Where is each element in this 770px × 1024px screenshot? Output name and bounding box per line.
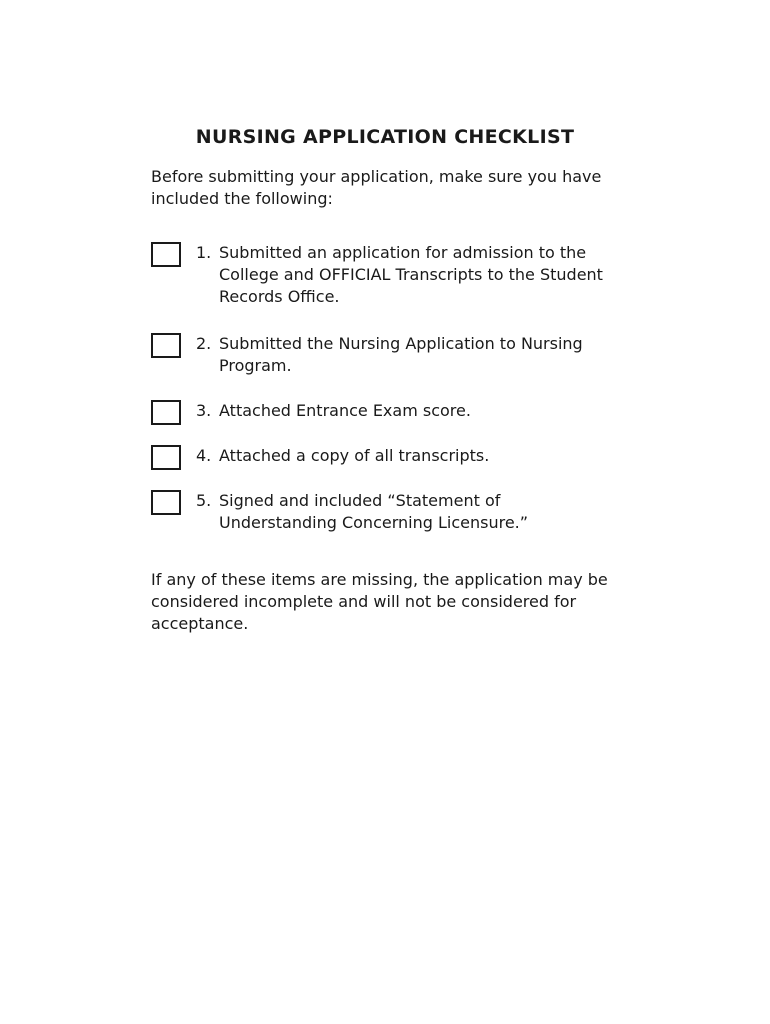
checkbox-2[interactable] <box>151 333 181 358</box>
intro-paragraph: Before submitting your application, make sure you have included the following: <box>151 167 602 208</box>
page-title: NURSING APPLICATION CHECKLIST <box>195 126 575 148</box>
checkbox-4[interactable] <box>151 445 181 470</box>
item-number: 4. <box>196 446 212 465</box>
item-number: 3. <box>196 401 212 420</box>
item-text: Submitted the Nursing Application to Nursing Program. <box>219 334 583 375</box>
item-number: 2. <box>196 334 212 353</box>
item-number: 5. <box>196 491 212 510</box>
checkbox-1[interactable] <box>151 242 181 267</box>
checkbox-3[interactable] <box>151 400 181 425</box>
item-text: Signed and included “Statement of Understanding Concerning Licensure.” <box>219 491 529 532</box>
item-text: Attached Entrance Exam score. <box>219 401 471 420</box>
item-text: Submitted an application for admission to the College and OFFICIAL Transcripts to the Student Records Office. <box>219 243 603 306</box>
item-number: 1. <box>196 243 212 262</box>
item-text: Attached a copy of all transcripts. <box>219 446 490 465</box>
closing-paragraph: If any of these items are missing, the application may be considered incomplete and will not be considered for acceptance. <box>151 570 608 633</box>
checkbox-5[interactable] <box>151 490 181 515</box>
